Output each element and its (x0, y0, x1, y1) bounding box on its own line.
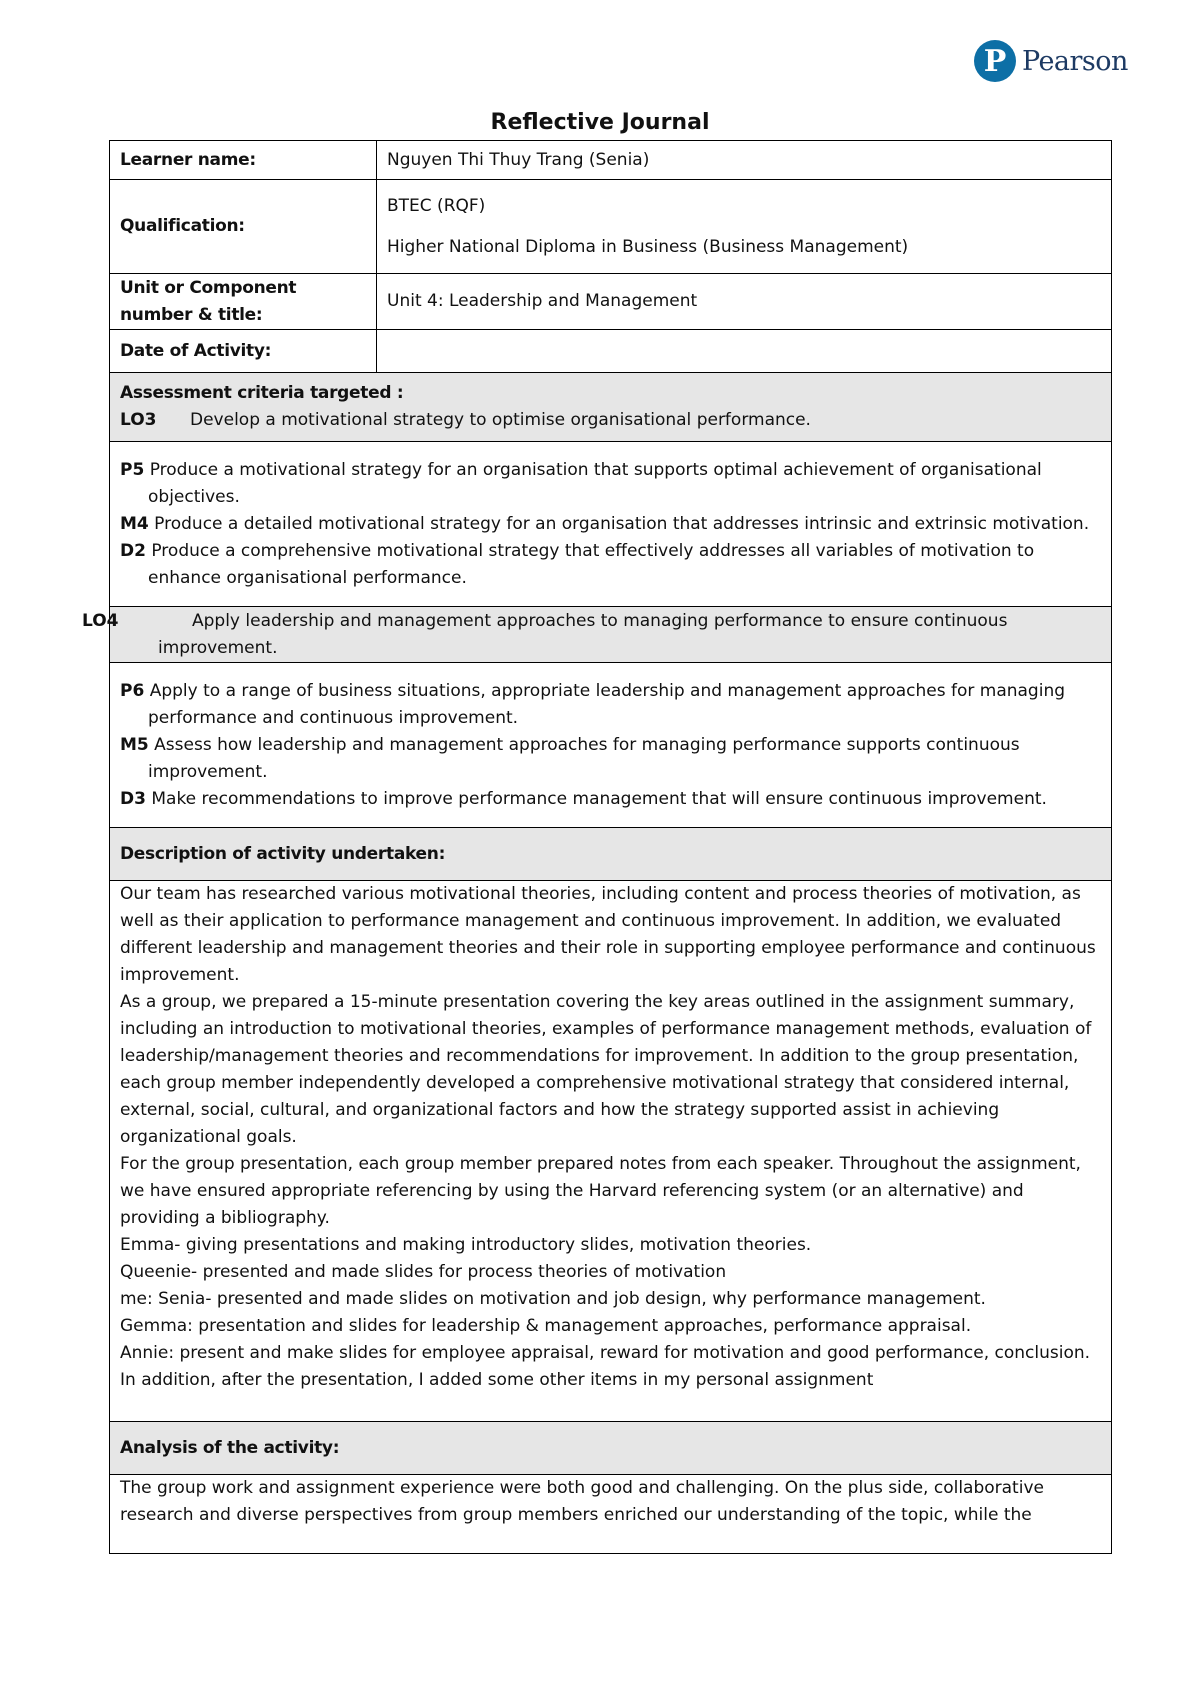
qualification-line-2: Higher National Diploma in Business (Business Management) (387, 236, 909, 257)
description-paragraph: Queenie- presented and made slides for process theories of motivation (120, 1262, 727, 1282)
criterion-p6 (120, 678, 1101, 732)
lo4-criteria-row (110, 663, 1112, 828)
pearson-logo-text: Pearson (1022, 45, 1128, 77)
criterion-text: Make recommendations to improve performance management that will ensure continuous improvement. (151, 788, 1047, 809)
criterion-p5 (120, 457, 1101, 511)
description-body-row (110, 881, 1112, 1422)
lo4-code: LO4 (82, 610, 119, 631)
lo3-code: LO3 (120, 410, 157, 430)
description-paragraph: Gemma: presentation and slides for leadership & management approaches, performance appraisal. (120, 1316, 972, 1336)
analysis-heading-row (110, 1422, 1112, 1475)
unit-row (110, 274, 1112, 330)
lo3-criteria-cell (110, 442, 1112, 607)
criterion-m4 (120, 511, 1101, 538)
criterion-code: M5 (120, 734, 149, 755)
analysis-heading: Analysis of the activity: (110, 1422, 1112, 1475)
criteria-heading-cell (110, 373, 1112, 442)
description-paragraph: me: Senia- presented and made slides on motivation and job design, why performance management. (120, 1289, 986, 1309)
criterion-text: Produce a motivational strategy for an organisation that supports optimal achievement of organisational objectives. (148, 459, 1042, 507)
analysis-body-row (110, 1475, 1112, 1554)
qualification-value (377, 180, 1112, 274)
lo3-criteria-row (110, 442, 1112, 607)
criteria-heading-row (110, 373, 1112, 442)
analysis-body: The group work and assignment experience were both good and challenging. On the plus side, collaborative research and diverse perspectives from group members enriched our understanding of the topic, while the (110, 1475, 1112, 1554)
lo4-text: Apply leadership and management approaches to managing performance to ensure continuous improvement. (158, 610, 1008, 658)
date-row (110, 330, 1112, 373)
qualification-line-1: BTEC (RQF) (387, 195, 486, 216)
pearson-logo-icon: P (974, 40, 1016, 82)
lo3-text: Develop a motivational strategy to optimise organisational performance. (190, 410, 811, 430)
unit-label-line-1: Unit or Component (120, 277, 297, 298)
criterion-text: Produce a comprehensive motivational strategy that effectively addresses all variables of motivation to enhance organisational performance. (148, 540, 1035, 588)
description-paragraph: Emma- giving presentations and making introductory slides, motivation theories. (120, 1235, 812, 1255)
description-body (110, 881, 1112, 1422)
criterion-text: Produce a detailed motivational strategy for an organisation that addresses intrinsic and extrinsic motivation. (154, 513, 1090, 534)
reflective-journal-table (82, 140, 1112, 1554)
description-paragraph: Our team has researched various motivational theories, including content and process theories of motivation, as well as their application to performance management and continuous improvement. In addition, we evaluated different leadership and management theories and their role in supporting employee performance and continuous improvement. (120, 884, 1096, 985)
learner-value: Nguyen Thi Thuy Trang (Senia) (377, 141, 1112, 180)
lo4-row (110, 607, 1112, 663)
pearson-logo (974, 40, 1128, 82)
criterion-m5 (120, 732, 1101, 786)
criterion-text: Assess how leadership and management approaches for managing performance supports continuous improvement. (148, 734, 1020, 782)
unit-value: Unit 4: Leadership and Management (377, 274, 1112, 330)
date-value (377, 330, 1112, 373)
qualification-label: Qualification: (110, 180, 377, 274)
criterion-code: P5 (120, 459, 145, 480)
description-paragraph: As a group, we prepared a 15-minute presentation covering the key areas outlined in the assignment summary, including an introduction to motivational theories, examples of performance management methods, evaluation of leadership/management theories and recommendations for improvement. In addition to the group presentation, each group member independently developed a comprehensive motivational strategy that considered internal, external, social, cultural, and organizational factors and how the strategy supported assist in achieving organizational goals. (120, 992, 1092, 1147)
lo4-criteria-cell (110, 663, 1112, 828)
criterion-code: M4 (120, 513, 149, 534)
criterion-code: D3 (120, 788, 146, 809)
unit-label (110, 274, 377, 330)
criterion-code: P6 (120, 680, 145, 701)
description-heading-row (110, 828, 1112, 881)
lo3-line (120, 407, 1101, 434)
criterion-d2 (120, 538, 1101, 592)
criteria-heading: Assessment criteria targeted : (120, 383, 404, 403)
criterion-text: Apply to a range of business situations, appropriate leadership and management approaches for managing performance and continuous improvement. (148, 680, 1066, 728)
description-paragraph: Annie: present and make slides for employee appraisal, reward for motivation and good performance, conclusion. (120, 1343, 1091, 1363)
criterion-code: D2 (120, 540, 146, 561)
description-heading: Description of activity undertaken: (110, 828, 1112, 881)
description-paragraph: For the group presentation, each group member prepared notes from each speaker. Throughout the assignment, we have ensured appropriate referencing by using the Harvard referencing system (or an alternative) and providing a bibliography. (120, 1154, 1081, 1228)
page-title: Reflective Journal (490, 110, 710, 135)
learner-row (110, 141, 1112, 180)
date-label: Date of Activity: (110, 330, 377, 373)
description-paragraph: In addition, after the presentation, I added some other items in my personal assignment (120, 1370, 874, 1390)
unit-label-line-2: number & title: (120, 304, 263, 325)
lo4-cell (82, 607, 1112, 663)
lo4-line (82, 608, 1101, 662)
qualification-row (110, 180, 1112, 274)
learner-label: Learner name: (110, 141, 377, 180)
criterion-d3 (120, 786, 1101, 813)
